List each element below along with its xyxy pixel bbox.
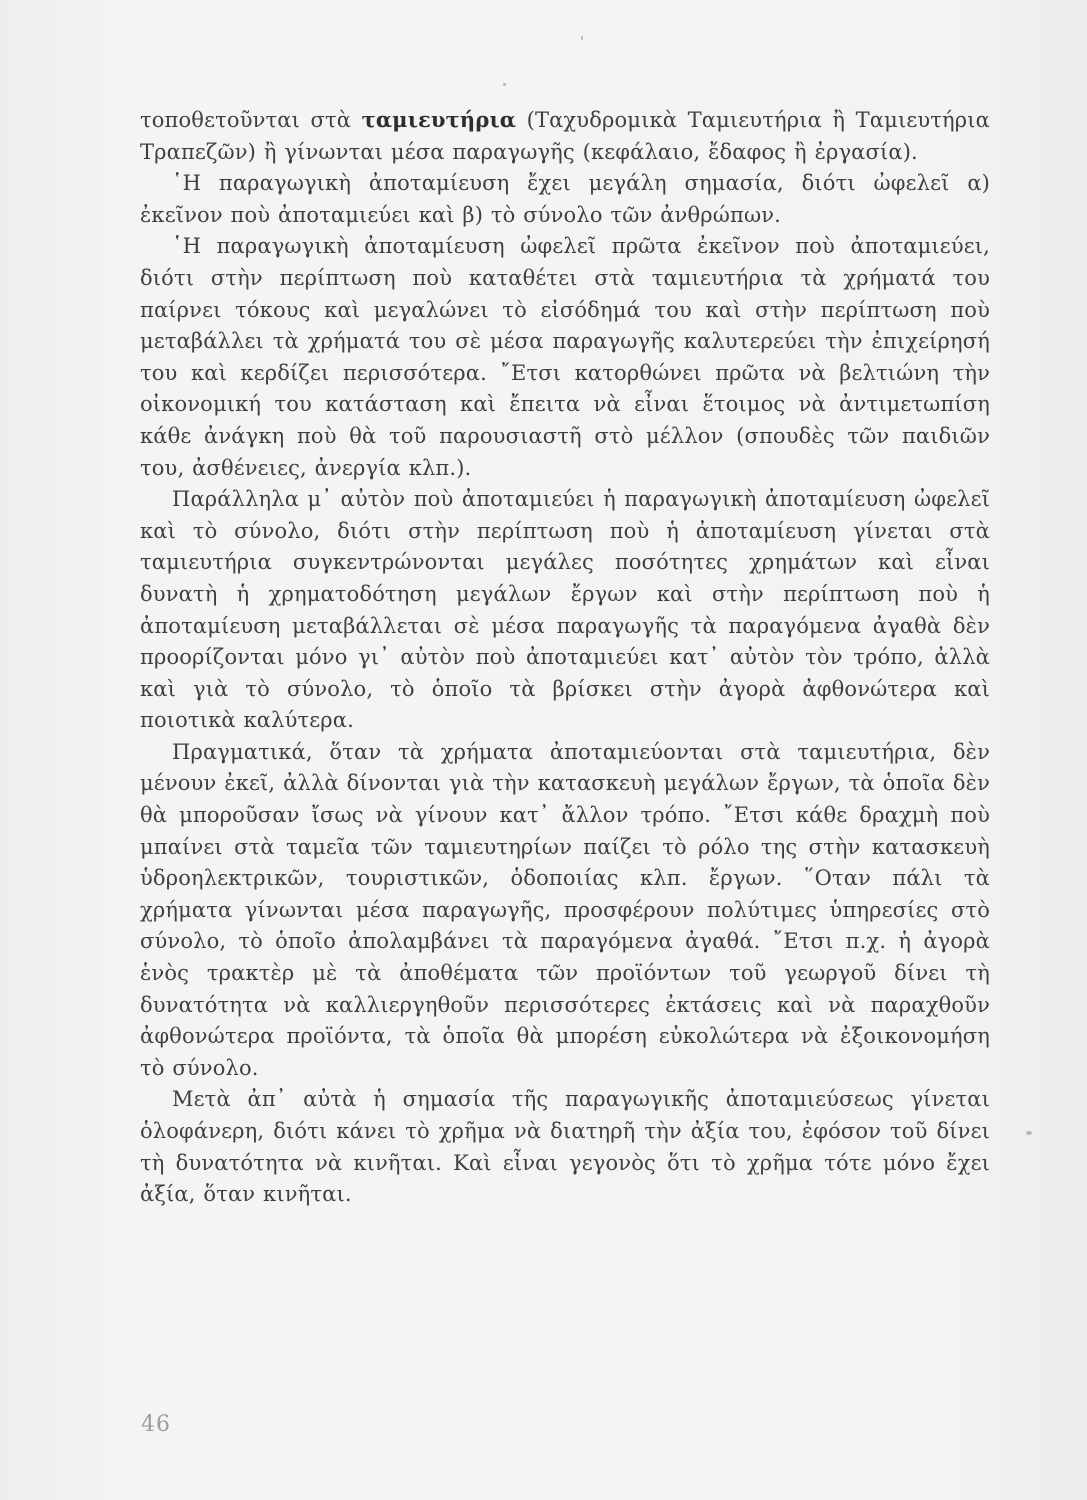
paper-speck — [581, 36, 583, 40]
body-text — [140, 104, 990, 1211]
text-run: τοποθετοῦνται στὰ — [140, 108, 362, 132]
page-number: 46 — [141, 1412, 171, 1437]
paragraph: Παράλληλα μ᾿ αὐτὸν ποὺ ἀποταμιεύει ἡ παραγωγικὴ ἀποταμίευση ὠφελεῖ καὶ τὸ σύνολο, διότι στὴν περίπτωση ποὺ ἡ ἀποταμίευση γίνεται στὰ ταμιευτήρια συγκεντρώνονται μεγάλες ποσότητες χρημάτων καὶ εἶναι δυνατὴ ἡ χρηματοδότηση μεγάλων ἔργων καὶ στὴν περίπτωση ποὺ ἡ ἀποταμίευση μεταβάλλεται σὲ μέσα παραγωγῆς τὰ παραγόμενα ἀγαθὰ δὲν προορίζονται μόνο γι᾿ αὐτὸν ποὺ ἀποταμιεύει κατ᾿ αὐτὸν τὸν τρόπο, ἀλλὰ καὶ γιὰ τὸ σύνολο, τὸ ὁποῖο τὰ βρίσκει στὴν ἀγορὰ ἀφθονώτερα καὶ ποιοτικὰ καλύτερα. — [140, 487, 990, 733]
text-run: (Ταχυδρομικὰ Ταμιευτήρια ἢ Ταμιευτήρια Τραπεζῶν) ἢ γίνωνται μέσα παραγωγῆς (κεφάλαιο, ἔδαφος ἢ ἐργασία). — [140, 108, 990, 164]
paragraph: Πραγματικά, ὅταν τὰ χρήματα ἀποταμιεύονται στὰ ταμιευτήρια, δὲν μένουν ἐκεῖ, ἀλλὰ δίνονται γιὰ τὴν κατασκευὴ μεγάλων ἔργων, τὰ ὁποῖα δὲν θὰ μποροῦσαν ἴσως νὰ γίνουν κατ᾿ ἄλλον τρόπο. ῎Ετσι κάθε δραχμὴ ποὺ μπαίνει στὰ ταμεῖα τῶν ταμιευτηρίων παίζει τὸ ρόλο της στὴν κατασκευὴ ὑδροηλεκτρικῶν, τουριστικῶν, ὁδοποιίας κλπ. ἔργων. ῞Οταν πάλι τὰ χρήματα γίνωνται μέσα παραγωγῆς, προσφέρουν πολύτιμες ὑπηρεσίες στὸ σύνολο, τὸ ὁποῖο ἀπολαμβάνει τὰ παραγόμενα ἀγαθά. ῎Ετσι π.χ. ἡ ἀγορὰ ἑνὸς τρακτὲρ μὲ τὰ ἀποθέματα τῶν προϊόντων τοῦ γεωργοῦ δίνει τὴ δυνατότητα νὰ καλλιεργηθοῦν περισσότερες ἐκτάσεις καὶ νὰ παραχθοῦν ἀφθονώτερα προϊόντα, τὰ ὁποῖα θὰ μπορέση εὐκολώτερα νὰ ἐξοικονομήση τὸ σύνολο. — [140, 739, 990, 1080]
paper-speck — [1026, 1131, 1032, 1135]
paragraph: ῾Η παραγωγικὴ ἀποταμίευση ὠφελεῖ πρῶτα ἐκεῖνον ποὺ ἀποταμιεύει, διότι στὴν περίπτωση ποὺ καταθέτει στὰ ταμιευτήρια τὰ χρήματά του παίρνει τόκους καὶ μεγαλώνει τὸ εἰσόδημά του καὶ στὴν περίπτωση ποὺ μεταβάλλει τὰ χρήματά του σὲ μέσα παραγωγῆς καλυτερεύει τὴν ἐπιχείρησή του καὶ κερδίζει περισσότερα. ῎Ετσι κατορθώνει πρῶτα νὰ βελτιώνη τὴν οἰκονομική του κατάσταση καὶ ἔπειτα νὰ εἶναι ἕτοιμος νὰ ἀντιμετωπίση κάθε ἀνάγκη ποὺ θὰ τοῦ παρουσιαστῆ στὸ μέλλον (σπουδὲς τῶν παιδιῶν του, ἀσθένειες, ἀνεργία κλπ.). — [140, 234, 990, 480]
paragraph: Μετὰ ἀπ᾿ αὐτὰ ἡ σημασία τῆς παραγωγικῆς ἀποταμιεύσεως γίνεται ὁλοφάνερη, διότι κάνει τὸ χρῆμα νὰ διατηρῆ τὴν ἀξία του, ἐφόσον τοῦ δίνει τὴ δυνατότητα νὰ κινῆται. Καὶ εἶναι γεγονὸς ὅτι τὸ χρῆμα τότε μόνο ἔχει ἀξία, ὅταν κινῆται. — [140, 1087, 990, 1207]
bold-term: ταμιευτήρια — [361, 107, 517, 132]
paragraph-continuation — [140, 104, 990, 168]
paragraph: ῾Η παραγωγικὴ ἀποταμίευση ἔχει μεγάλη σημασία, διότι ὠφελεῖ α) ἐκεῖνον ποὺ ἀποταμιεύει καὶ β) τὸ σύνολο τῶν ἀνθρώπων. — [140, 171, 990, 227]
paper-speck — [503, 83, 506, 86]
